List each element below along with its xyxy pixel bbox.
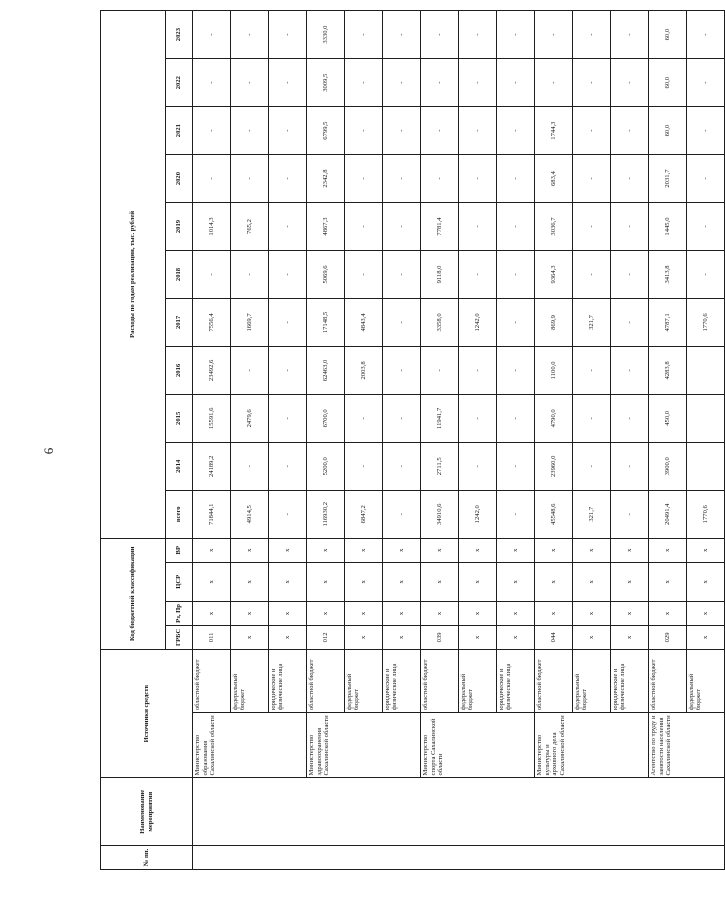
cell-value: - <box>497 59 535 107</box>
cell-code: х <box>459 538 497 562</box>
cell-value: - <box>383 107 421 155</box>
cell-code: х <box>497 538 535 562</box>
cell-value: 17148,5 <box>307 298 345 346</box>
cell-value: - <box>345 59 383 107</box>
cell-value: - <box>231 59 269 107</box>
cell-code: х <box>611 562 649 601</box>
cell-code: х <box>345 538 383 562</box>
cell-value: - <box>383 346 421 394</box>
cell-code: х <box>649 562 687 601</box>
cell-value: - <box>193 155 231 203</box>
cell-value: 3900,0 <box>649 442 687 490</box>
cell-value: - <box>497 298 535 346</box>
cell-value: - <box>421 107 459 155</box>
cell-value: 5069,6 <box>307 251 345 299</box>
cell-value: - <box>459 251 497 299</box>
cell-code: х <box>193 601 231 625</box>
cell-value: - <box>231 442 269 490</box>
cell-value: - <box>383 203 421 251</box>
cell-value: - <box>611 251 649 299</box>
cell-code: х <box>687 601 725 625</box>
cell-value: - <box>383 59 421 107</box>
cell-value: - <box>687 11 725 59</box>
header-code-1: Рз, Пр <box>166 601 193 625</box>
cell-value: 1744,3 <box>535 107 573 155</box>
cell-value: - <box>497 107 535 155</box>
cell-value: - <box>687 59 725 107</box>
cell-value: - <box>573 346 611 394</box>
cell-source: областной бюджет <box>535 649 573 712</box>
cell-source: федеральный бюджет <box>459 649 497 712</box>
cell-value: - <box>231 11 269 59</box>
cell-value: 2031,7 <box>649 155 687 203</box>
cell-source: областной бюджет <box>307 649 345 712</box>
cell-value: - <box>421 11 459 59</box>
table-row <box>649 11 687 870</box>
rotated-table-sheet <box>100 10 709 870</box>
cell-code: х <box>459 625 497 649</box>
cell-source: юридические и физические лица <box>497 649 535 712</box>
cell-value: - <box>573 442 611 490</box>
cell-value: 15591,6 <box>193 394 231 442</box>
cell-code: х <box>269 601 307 625</box>
cell-code: х <box>345 562 383 601</box>
cell-source: федеральный бюджет <box>573 649 611 712</box>
cell-value: - <box>345 442 383 490</box>
cell-value: - <box>231 251 269 299</box>
cell-code: х <box>421 562 459 601</box>
cell-value: 321,7 <box>573 490 611 538</box>
cell-value: 1770,6 <box>687 298 725 346</box>
cell-code: х <box>687 625 725 649</box>
cell-executor: Министерство спорта Сахалинской области <box>421 713 535 778</box>
cell-code: х <box>383 538 421 562</box>
cell-code: х <box>573 625 611 649</box>
cell-code: х <box>345 601 383 625</box>
cell-value: 6847,2 <box>345 490 383 538</box>
cell-value: 60,0 <box>649 107 687 155</box>
cell-value: - <box>611 394 649 442</box>
cell-value: - <box>611 298 649 346</box>
cell-value: 4843,4 <box>345 298 383 346</box>
cell-code: х <box>421 538 459 562</box>
cell-value: 4283,8 <box>649 346 687 394</box>
cell-code: х <box>459 562 497 601</box>
cell-value: - <box>459 346 497 394</box>
cell-value: - <box>573 155 611 203</box>
cell-value: 1100,0 <box>535 346 573 394</box>
cell-source: федеральный бюджет <box>687 649 725 712</box>
cell-value: - <box>535 11 573 59</box>
cell-value: 5200,0 <box>307 442 345 490</box>
cell-code: х <box>459 601 497 625</box>
cell-value: 116930,2 <box>307 490 345 538</box>
cell-value: 4790,0 <box>535 394 573 442</box>
cell-value: 20491,4 <box>649 490 687 538</box>
cell-value: - <box>611 490 649 538</box>
cell-value: 4867,3 <box>307 203 345 251</box>
cell-code: х <box>307 562 345 601</box>
cell-value <box>687 442 725 490</box>
cell-value: - <box>421 59 459 107</box>
cell-value: 24189,2 <box>193 442 231 490</box>
header-year-5: 2018 <box>166 251 193 299</box>
cell-value: - <box>193 11 231 59</box>
cell-value: - <box>383 251 421 299</box>
cell-value: - <box>345 107 383 155</box>
header-year-8: 2021 <box>166 107 193 155</box>
cell-source: юридические и физические лица <box>611 649 649 712</box>
cell-value <box>687 394 725 442</box>
header-year-3: 2016 <box>166 346 193 394</box>
cell-value: 2479,6 <box>231 394 269 442</box>
cell-value: - <box>459 155 497 203</box>
cell-executor: Министерство культуры и архивного дела Сахалинской области <box>535 713 649 778</box>
cell-source: юридические и физические лица <box>383 649 421 712</box>
cell-value: 1242,0 <box>459 490 497 538</box>
cell-value: - <box>573 59 611 107</box>
cell-value: - <box>231 107 269 155</box>
table-row <box>307 11 345 870</box>
cell-value: 765,2 <box>231 203 269 251</box>
cell-value: 2342,8 <box>307 155 345 203</box>
cell-value: 60,0 <box>649 59 687 107</box>
cell-code: х <box>193 562 231 601</box>
cell-code: 011 <box>193 625 231 649</box>
cell-value: - <box>383 11 421 59</box>
header-sources: Источники средств <box>101 649 193 778</box>
cell-code: х <box>421 601 459 625</box>
cell-value: 6700,0 <box>307 394 345 442</box>
cell-value: - <box>687 203 725 251</box>
cell-value: - <box>573 251 611 299</box>
cell-value: - <box>193 251 231 299</box>
header-name: Наименование мероприятия <box>101 778 193 846</box>
cell-value: 450,0 <box>649 394 687 442</box>
cell-value: - <box>687 155 725 203</box>
cell-code: х <box>611 538 649 562</box>
cell-code: х <box>535 538 573 562</box>
cell-code: х <box>497 601 535 625</box>
cell-value: - <box>459 11 497 59</box>
cell-value: - <box>611 346 649 394</box>
header-year-2: 2015 <box>166 394 193 442</box>
table-row <box>193 11 231 870</box>
cell-value: - <box>611 155 649 203</box>
cell-code: х <box>383 601 421 625</box>
cell-code: х <box>649 538 687 562</box>
cell-executor: Агентство по труду и занятости населения Сахалинской области <box>649 713 725 778</box>
cell-code: х <box>497 562 535 601</box>
cell-value: - <box>611 203 649 251</box>
header-expenses-group: Расходы по годам реализации, тыс. рублей <box>101 11 166 539</box>
cell-executor: Министерство образования Сахалинской области <box>193 713 307 778</box>
cell-value: 6799,5 <box>307 107 345 155</box>
cell-value: - <box>345 251 383 299</box>
cell-value: - <box>269 203 307 251</box>
cell-value: - <box>383 155 421 203</box>
cell-value: 1445,0 <box>649 203 687 251</box>
cell-value: - <box>611 107 649 155</box>
header-code-0: ГРБС <box>166 625 193 649</box>
cell-code: х <box>231 562 269 601</box>
cell-value: 7556,4 <box>193 298 231 346</box>
cell-value: - <box>497 203 535 251</box>
header-code-3: ВР <box>166 538 193 562</box>
header-year-0: всего <box>166 490 193 538</box>
cell-value: 60,0 <box>649 11 687 59</box>
cell-value: - <box>231 346 269 394</box>
cell-code: х <box>269 538 307 562</box>
cell-value: - <box>687 107 725 155</box>
cell-code: х <box>231 625 269 649</box>
cell-value: - <box>383 490 421 538</box>
cell-code: х <box>573 538 611 562</box>
cell-code: х <box>535 601 573 625</box>
header-code-2: ЦСР <box>166 562 193 601</box>
cell-value: - <box>497 11 535 59</box>
cell-code: 044 <box>535 625 573 649</box>
cell-value: 3009,5 <box>307 59 345 107</box>
cell-value: - <box>269 490 307 538</box>
cell-code: 039 <box>421 625 459 649</box>
header-year-10: 2023 <box>166 11 193 59</box>
cell-value: - <box>269 442 307 490</box>
cell-value: 4787,1 <box>649 298 687 346</box>
table-row <box>421 11 459 870</box>
cell-value: - <box>421 346 459 394</box>
cell-code: х <box>345 625 383 649</box>
cell-value: - <box>345 203 383 251</box>
cell-value: - <box>497 346 535 394</box>
cell-value: 45548,6 <box>535 490 573 538</box>
cell-value: - <box>459 59 497 107</box>
cell-code: х <box>687 562 725 601</box>
cell-code: 012 <box>307 625 345 649</box>
cell-code: х <box>193 538 231 562</box>
cell-value: - <box>345 155 383 203</box>
header-year-1: 2014 <box>166 442 193 490</box>
cell-value: - <box>269 107 307 155</box>
cell-num <box>193 846 725 870</box>
cell-code: х <box>535 562 573 601</box>
cell-code: х <box>231 538 269 562</box>
page-number: 6 <box>41 447 56 455</box>
cell-value: - <box>459 107 497 155</box>
header-year-9: 2022 <box>166 59 193 107</box>
cell-value: 3358,0 <box>421 298 459 346</box>
cell-code: х <box>573 562 611 601</box>
cell-source: федеральный бюджет <box>231 649 269 712</box>
cell-value: - <box>687 251 725 299</box>
cell-value: 869,9 <box>535 298 573 346</box>
cell-value: - <box>573 107 611 155</box>
cell-value: 9118,0 <box>421 251 459 299</box>
cell-value: - <box>269 155 307 203</box>
cell-value: - <box>383 442 421 490</box>
cell-value: - <box>269 11 307 59</box>
cell-source: областной бюджет <box>649 649 687 712</box>
cell-value: 321,7 <box>573 298 611 346</box>
cell-value: 3330,0 <box>307 11 345 59</box>
cell-executor: Министерство здравоохранения Сахалинской области <box>307 713 421 778</box>
cell-value: - <box>269 251 307 299</box>
cell-value: - <box>459 203 497 251</box>
cell-value: - <box>497 251 535 299</box>
cell-source: областной бюджет <box>193 649 231 712</box>
cell-value: - <box>269 346 307 394</box>
cell-value: 71844,1 <box>193 490 231 538</box>
cell-value: - <box>459 442 497 490</box>
cell-value: - <box>573 203 611 251</box>
cell-value: - <box>497 442 535 490</box>
cell-value: 4914,5 <box>231 490 269 538</box>
cell-value: 1770,6 <box>687 490 725 538</box>
cell-code: х <box>383 562 421 601</box>
cell-value: 11941,7 <box>421 394 459 442</box>
cell-source: юридические и физические лица <box>269 649 307 712</box>
cell-value: - <box>497 394 535 442</box>
table-row <box>535 11 573 870</box>
cell-value <box>687 346 725 394</box>
cell-value: 23492,6 <box>193 346 231 394</box>
cell-code: х <box>649 601 687 625</box>
cell-source: федеральный бюджет <box>345 649 383 712</box>
cell-value: - <box>269 394 307 442</box>
cell-value: 1014,3 <box>193 203 231 251</box>
cell-value: - <box>383 298 421 346</box>
cell-code: х <box>611 625 649 649</box>
cell-code: х <box>687 538 725 562</box>
cell-value: 3036,7 <box>535 203 573 251</box>
cell-value: 7781,4 <box>421 203 459 251</box>
cell-value: - <box>345 11 383 59</box>
cell-value: - <box>459 394 497 442</box>
cell-value: 3413,8 <box>649 251 687 299</box>
cell-value: 2003,8 <box>345 346 383 394</box>
cell-value: 683,4 <box>535 155 573 203</box>
cell-value: - <box>535 59 573 107</box>
header-num: № пп. <box>101 846 193 870</box>
header-year-6: 2019 <box>166 203 193 251</box>
cell-value: 34910,6 <box>421 490 459 538</box>
cell-value: - <box>611 442 649 490</box>
cell-code: х <box>269 625 307 649</box>
cell-code: х <box>383 625 421 649</box>
cell-value: - <box>497 490 535 538</box>
cell-code: х <box>231 601 269 625</box>
cell-value: - <box>231 155 269 203</box>
cell-code: х <box>307 538 345 562</box>
cell-value: - <box>421 155 459 203</box>
cell-value: - <box>193 59 231 107</box>
cell-value: - <box>497 155 535 203</box>
cell-value: - <box>193 107 231 155</box>
cell-source: областной бюджет <box>421 649 459 712</box>
cell-value: - <box>269 298 307 346</box>
cell-code: х <box>497 625 535 649</box>
cell-code: 029 <box>649 625 687 649</box>
cell-value: - <box>269 59 307 107</box>
budget-table <box>100 10 725 870</box>
cell-value: - <box>345 394 383 442</box>
header-codes-group: Код бюджетной классификации <box>101 538 166 649</box>
cell-value: - <box>573 11 611 59</box>
cell-value: 9364,3 <box>535 251 573 299</box>
cell-value: 23960,0 <box>535 442 573 490</box>
cell-value: - <box>573 394 611 442</box>
header-year-4: 2017 <box>166 298 193 346</box>
cell-value: - <box>383 394 421 442</box>
cell-code: х <box>573 601 611 625</box>
cell-value: 2711,5 <box>421 442 459 490</box>
cell-name <box>193 778 725 846</box>
header-year-7: 2020 <box>166 155 193 203</box>
cell-value: 1242,0 <box>459 298 497 346</box>
cell-code: х <box>611 601 649 625</box>
cell-code: х <box>307 601 345 625</box>
cell-code: х <box>269 562 307 601</box>
cell-value: 1669,7 <box>231 298 269 346</box>
cell-value: 62463,0 <box>307 346 345 394</box>
cell-value: - <box>611 11 649 59</box>
cell-value: - <box>611 59 649 107</box>
